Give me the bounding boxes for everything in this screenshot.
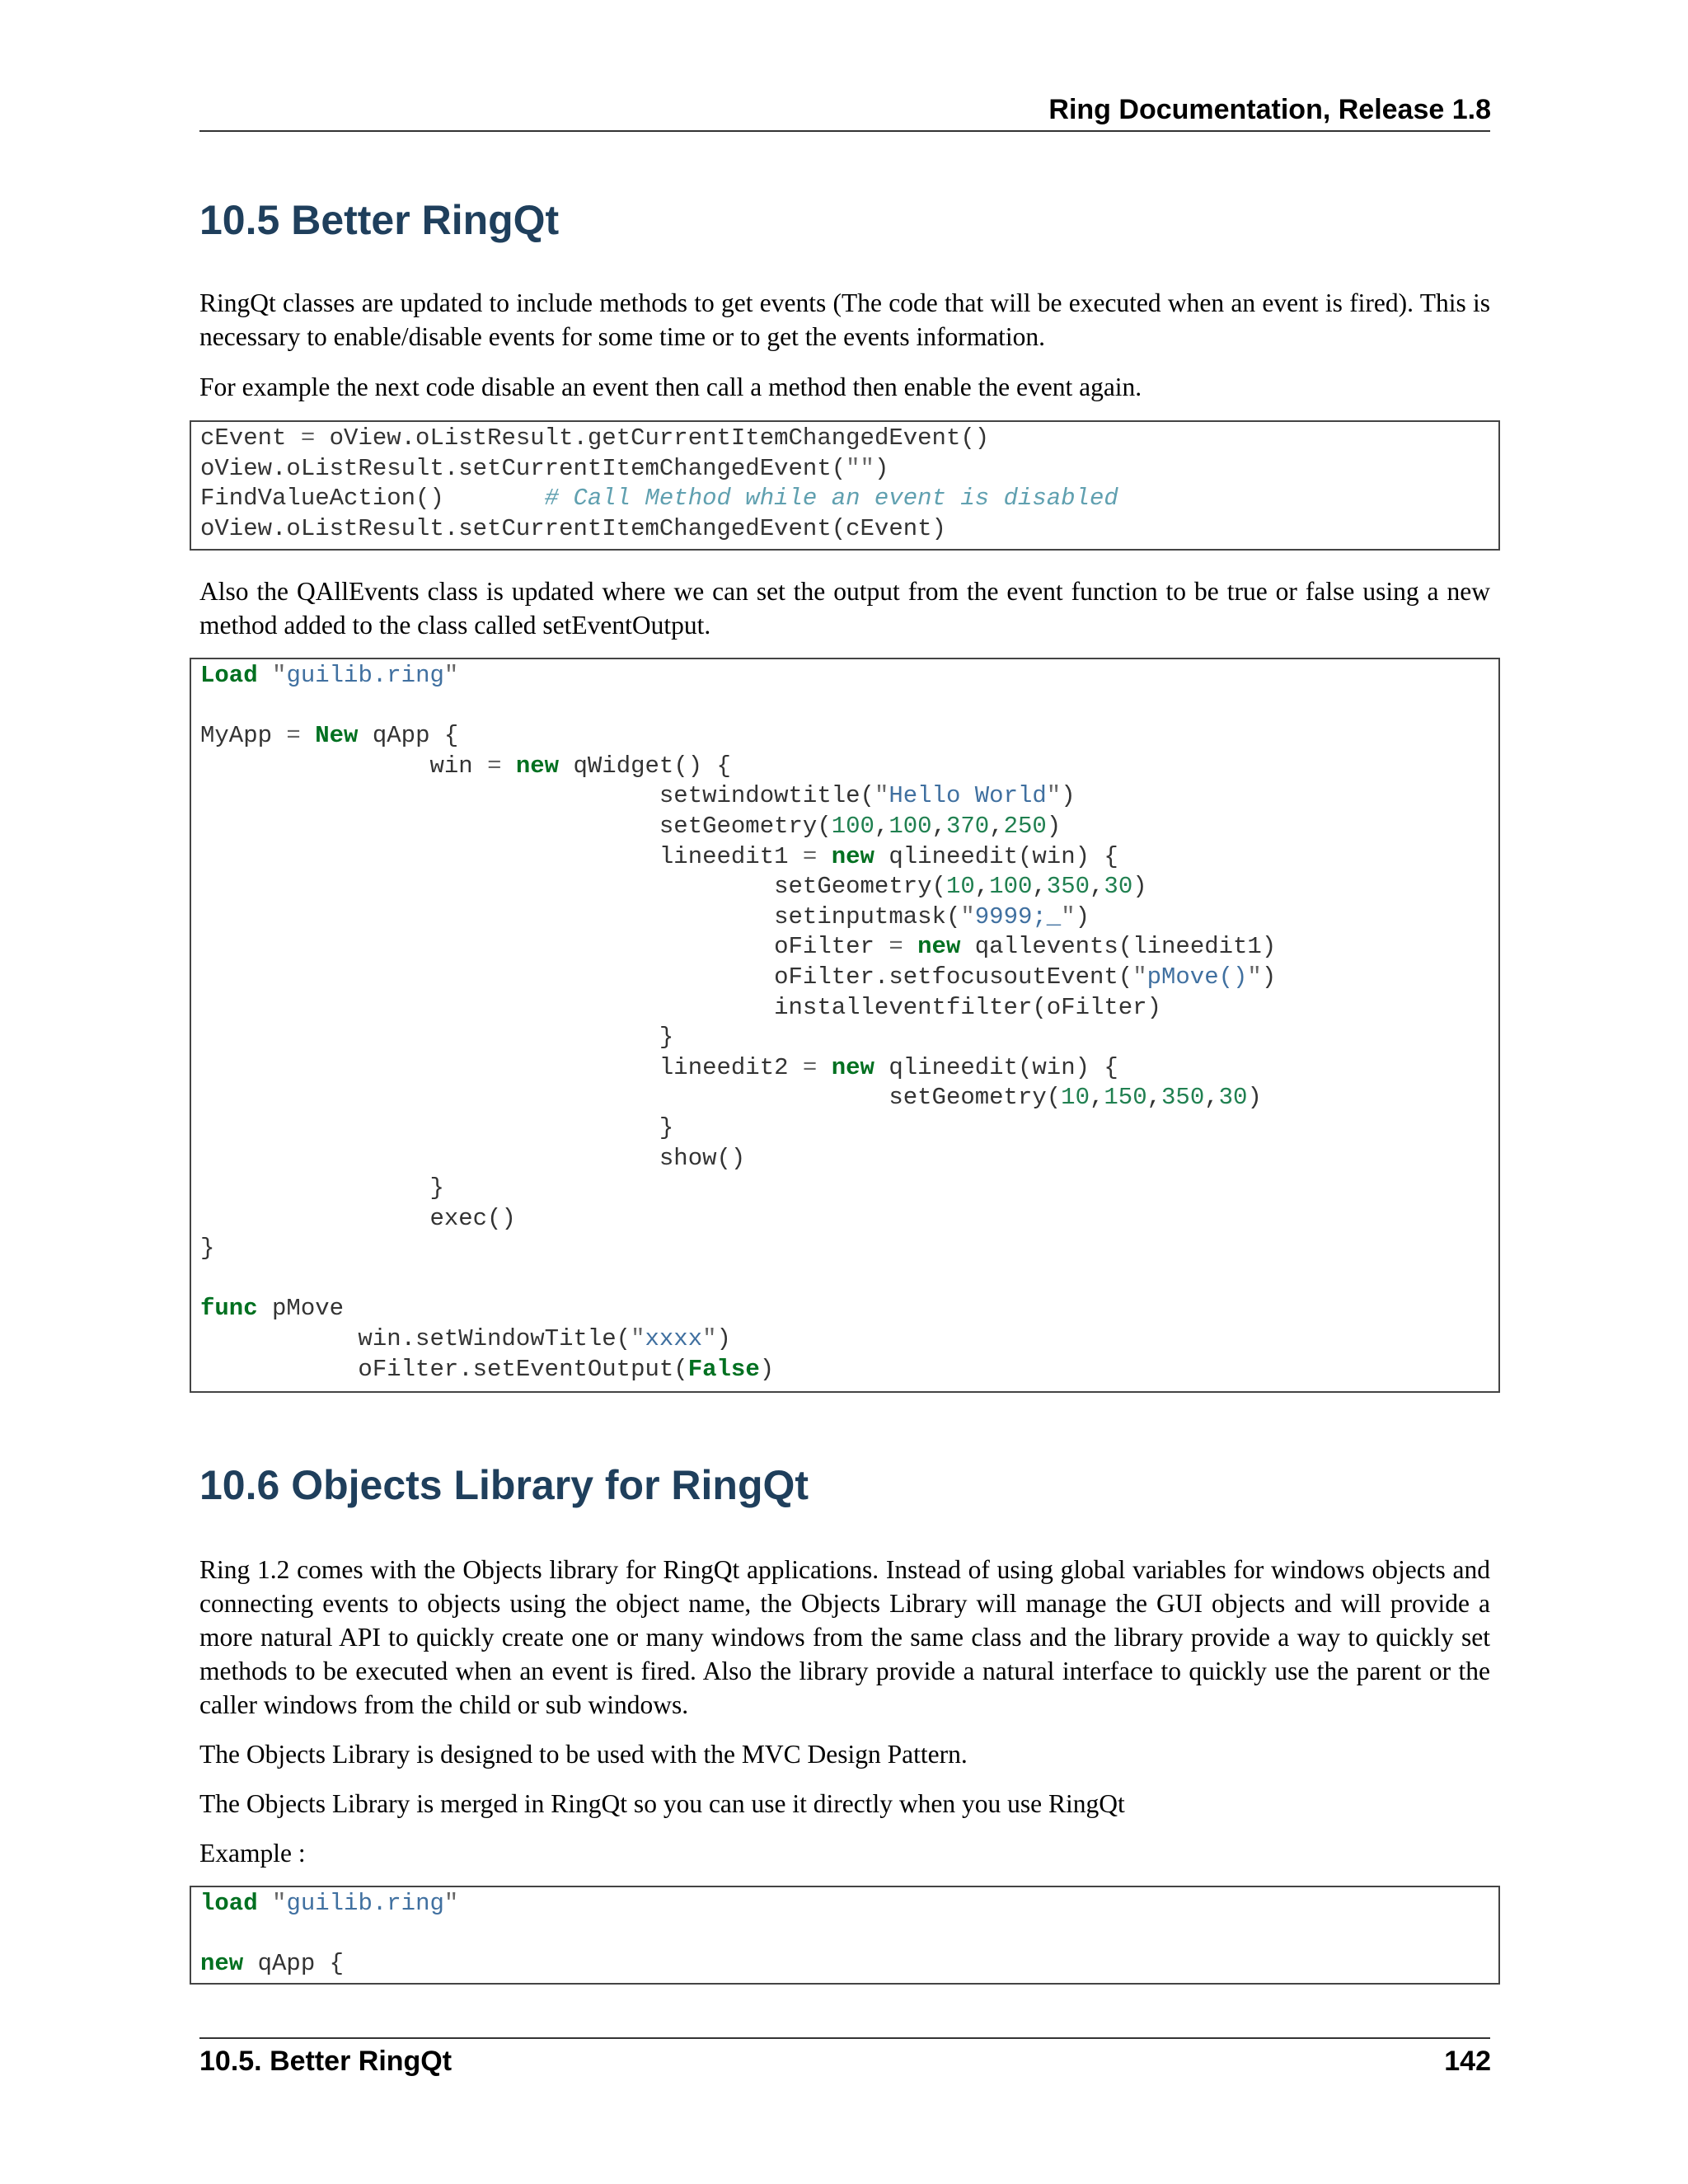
code-line: } [200,1024,674,1052]
code-line: func pMove [200,1295,345,1323]
code-block [190,1886,1500,1985]
code-line: } [200,1113,674,1141]
code-line [200,1264,1498,1295]
paragraph: The Objects Library is designed to be used with the MVC Design Pattern. [199,1740,968,1769]
code-line: oView.oListResult.setCurrentItemChangedEvent("") [200,454,889,482]
running-header: Ring Documentation, Release 1.8 [1048,94,1491,125]
code-line: oView.oListResult.setCurrentItemChangedEvent(cEvent) [200,514,946,542]
paragraph: RingQt classes are updated to include methods to get events (The code that will be executed when an event is fired). This is necessary to enable/disable events for some time or to get the events information. [199,288,1490,351]
section-heading-objects-library: 10.6 Objects Library for RingQt [199,1462,809,1508]
paragraph: Example : [199,1839,306,1868]
code-line: show() [200,1144,746,1172]
code-line: oFilter.setEventOutput(False) [200,1355,775,1383]
paragraph: Ring 1.2 comes with the Objects library for RingQt applications. Instead of using global variables for windows objects and connecting events to objects using the object name, the Objects Library will manage the GUI objects and will provide a more natural API to quickly create one or many windows from the same class and the library provide a way to quickly set methods to be executed when an event is fired. Also the library provide a natural interface to quickly use the parent or the caller windows from the child or sub windows. [199,1555,1490,1719]
header-rule [199,130,1490,132]
code-line: oFilter.setfocusoutEvent("pMove()") [200,963,1277,991]
page-number: 142 [1444,2046,1491,2077]
code-line: FindValueAction() # Call Method while an event is disabled [200,485,1118,513]
code-line: setinputmask("9999;_") [200,902,1090,930]
paragraph: Also the QAllEvents class is updated where we can set the output from the event function to be true or false using a new method added to the class called setEventOutput. [199,577,1490,640]
code-line [200,1919,1498,1950]
code-line: win.setWindowTitle("xxxx") [200,1325,731,1353]
paragraph: For example the next code disable an event then call a method then enable the event again. [199,373,1142,401]
code-line: setwindowtitle("Hello World") [200,782,1076,810]
code-line: lineedit2 = new qlineedit(win) { [200,1053,1118,1081]
code-line: cEvent = oView.oListResult.getCurrentItemChangedEvent() [200,424,990,452]
code-block [190,420,1500,551]
footer-rule [199,2037,1490,2039]
code-line: setGeometry(10,150,350,30) [200,1084,1262,1112]
paragraph: The Objects Library is merged in RingQt so you can use it directly when you use RingQt [199,1789,1125,1818]
section-heading-better-ringqt: 10.5 Better RingQt [199,197,560,243]
code-line: exec() [200,1204,516,1232]
code-line: oFilter = new qallevents(lineedit1) [200,933,1277,961]
code-line: lineedit1 = new qlineedit(win) { [200,842,1118,870]
code-line: setGeometry(100,100,370,250) [200,812,1062,840]
code-line: installeventfilter(oFilter) [200,993,1161,1021]
code-line: win = new qWidget() { [200,752,731,780]
code-line: new qApp { [200,1950,345,1978]
footer-section-title: 10.5. Better RingQt [199,2046,452,2077]
code-block [190,658,1500,1393]
code-line: Load "guilib.ring" [200,662,459,689]
code-line [200,691,1498,722]
code-line: load "guilib.ring" [200,1890,459,1917]
code-line: } [200,1174,444,1202]
code-line: MyApp = New qApp { [200,722,459,750]
code-line: } [200,1235,215,1263]
code-line: setGeometry(10,100,350,30) [200,873,1147,901]
